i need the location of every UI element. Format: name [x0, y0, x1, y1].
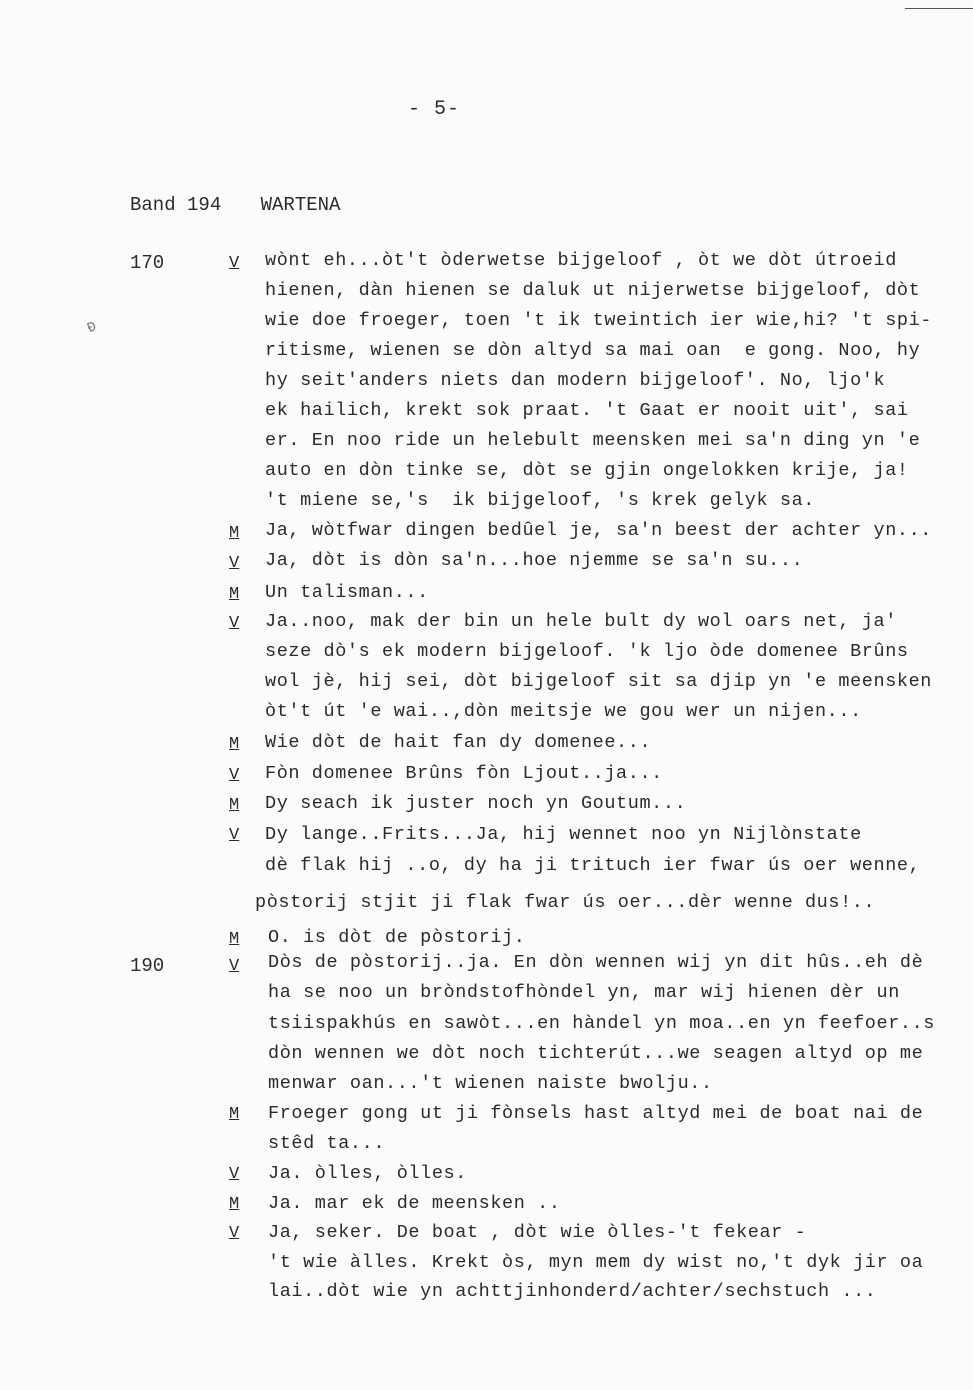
- speaker-label: M: [229, 796, 240, 815]
- transcript-line: Ja. mar ek de meensken ..: [268, 1193, 561, 1214]
- speaker-label: M: [229, 735, 240, 754]
- transcript-line: hienen, dàn hienen se daluk ut nijerwetse bijgeloof, dòt: [265, 280, 921, 301]
- transcript-line: O. is dòt de pòstorij.: [268, 927, 526, 948]
- transcript-line: Un talisman...: [265, 582, 429, 603]
- transcript-line: tsiispakhús en sawòt...en hàndel yn moa..en yn feefoer..s: [268, 1013, 936, 1034]
- top-rule: [905, 8, 973, 9]
- line-number: 190: [130, 955, 165, 977]
- transcript-line: ek hailich, krekt sok praat. 't Gaat er nooit uit', sai: [265, 400, 909, 421]
- transcript-line: hy seit'anders niets dan modern bijgeloof'. No, ljo'k: [265, 370, 886, 391]
- transcript-line: Ja..noo, mak der bin un hele bult dy wol oars net, ja': [265, 611, 897, 632]
- speaker-label: V: [229, 826, 240, 845]
- transcript-line: Dòs de pòstorij..ja. En dòn wennen wij yn dit hûs..eh dè: [268, 952, 924, 973]
- transcript-line: òt't út 'e wai..,dòn meitsje we gou wer un nijen...: [265, 701, 862, 722]
- transcript-line: menwar oan...'t wienen naiste bwolju..: [268, 1073, 713, 1094]
- margin-note: Ɖ: [85, 318, 100, 338]
- speaker-label: M: [229, 524, 240, 543]
- speaker-label: M: [229, 585, 240, 604]
- band-label: Band 194: [130, 194, 222, 216]
- transcript-line: Ja, wòtfwar dingen bedûel je, sa'n beest der achter yn...: [265, 520, 933, 541]
- transcript-line: 't wie àlles. Krekt òs, myn mem dy wist no,'t dyk jir oa: [268, 1252, 924, 1273]
- speaker-label: M: [229, 1195, 240, 1214]
- speaker-label: V: [229, 254, 240, 273]
- speaker-label: V: [229, 1224, 240, 1243]
- speaker-label: V: [229, 554, 240, 573]
- transcript-line: pòstorij stjit ji flak fwar ús oer...dèr wenne dus!..: [255, 892, 876, 913]
- speaker-label: V: [229, 1165, 240, 1184]
- transcript-line: ritisme, wienen se dòn altyd sa mai oan e gong. Noo, hy: [265, 340, 921, 361]
- transcript-line: stêd ta...: [268, 1133, 386, 1154]
- speaker-label: M: [229, 930, 240, 949]
- speaker-label: V: [229, 957, 240, 976]
- page-number: - 5-: [408, 98, 461, 121]
- transcript-line: wie doe froeger, toen 't ik tweintich ier wie,hi? 't spi-: [265, 310, 933, 331]
- transcript-line: er. En noo ride un helebult meensken mei sa'n ding yn 'e: [265, 430, 921, 451]
- line-number: 170: [130, 252, 165, 274]
- transcript-line: 't miene se,'s ik bijgeloof, 's krek gelyk sa.: [265, 490, 815, 511]
- transcript-line: Ja, seker. De boat , dòt wie òlles-'t fekear -: [268, 1222, 807, 1243]
- document-header: [130, 194, 368, 216]
- transcript-line: Ja, dòt is dòn sa'n...hoe njemme se sa'n su...: [265, 550, 804, 571]
- transcript-line: Dy lange..Frits...Ja, hij wennet noo yn Nijlònstate: [265, 824, 862, 845]
- transcript-line: lai..dòt wie yn achttjinhonderd/achter/sechstuch ...: [268, 1281, 877, 1302]
- transcript-line: seze dò's ek modern bijgeloof. 'k ljo òde domenee Brûns: [265, 641, 909, 662]
- speaker-label: M: [229, 1105, 240, 1124]
- transcript-line: wol jè, hij sei, dòt bijgeloof sit sa djip yn 'e meensken: [265, 671, 933, 692]
- transcript-line: dòn wennen we dòt noch tichterút...we seagen altyd op me: [268, 1043, 924, 1064]
- transcript-line: Dy seach ik juster noch yn Goutum...: [265, 793, 687, 814]
- transcript-line: auto en dòn tinke se, dòt se gjin ongelokken krije, ja!: [265, 460, 909, 481]
- transcript-line: Froeger gong ut ji fònsels hast altyd mei de boat nai de: [268, 1103, 924, 1124]
- place-label: WARTENA: [260, 194, 341, 216]
- transcript-line: wònt eh...òt't òderwetse bijgeloof , òt we dòt útroeid: [265, 250, 897, 271]
- transcript-line: Fòn domenee Brûns fòn Ljout..ja...: [265, 763, 663, 784]
- transcript-line: Wie dòt de hait fan dy domenee...: [265, 732, 652, 753]
- transcript-line: Ja. òlles, òlles.: [268, 1163, 467, 1184]
- speaker-label: V: [229, 766, 240, 785]
- transcript-line: ha se noo un bròndstofhòndel yn, mar wij hienen dèr un: [268, 982, 900, 1003]
- transcript-line: dè flak hij ..o, dy ha ji trituch ier fwar ús oer wenne,: [265, 855, 921, 876]
- speaker-label: V: [229, 614, 240, 633]
